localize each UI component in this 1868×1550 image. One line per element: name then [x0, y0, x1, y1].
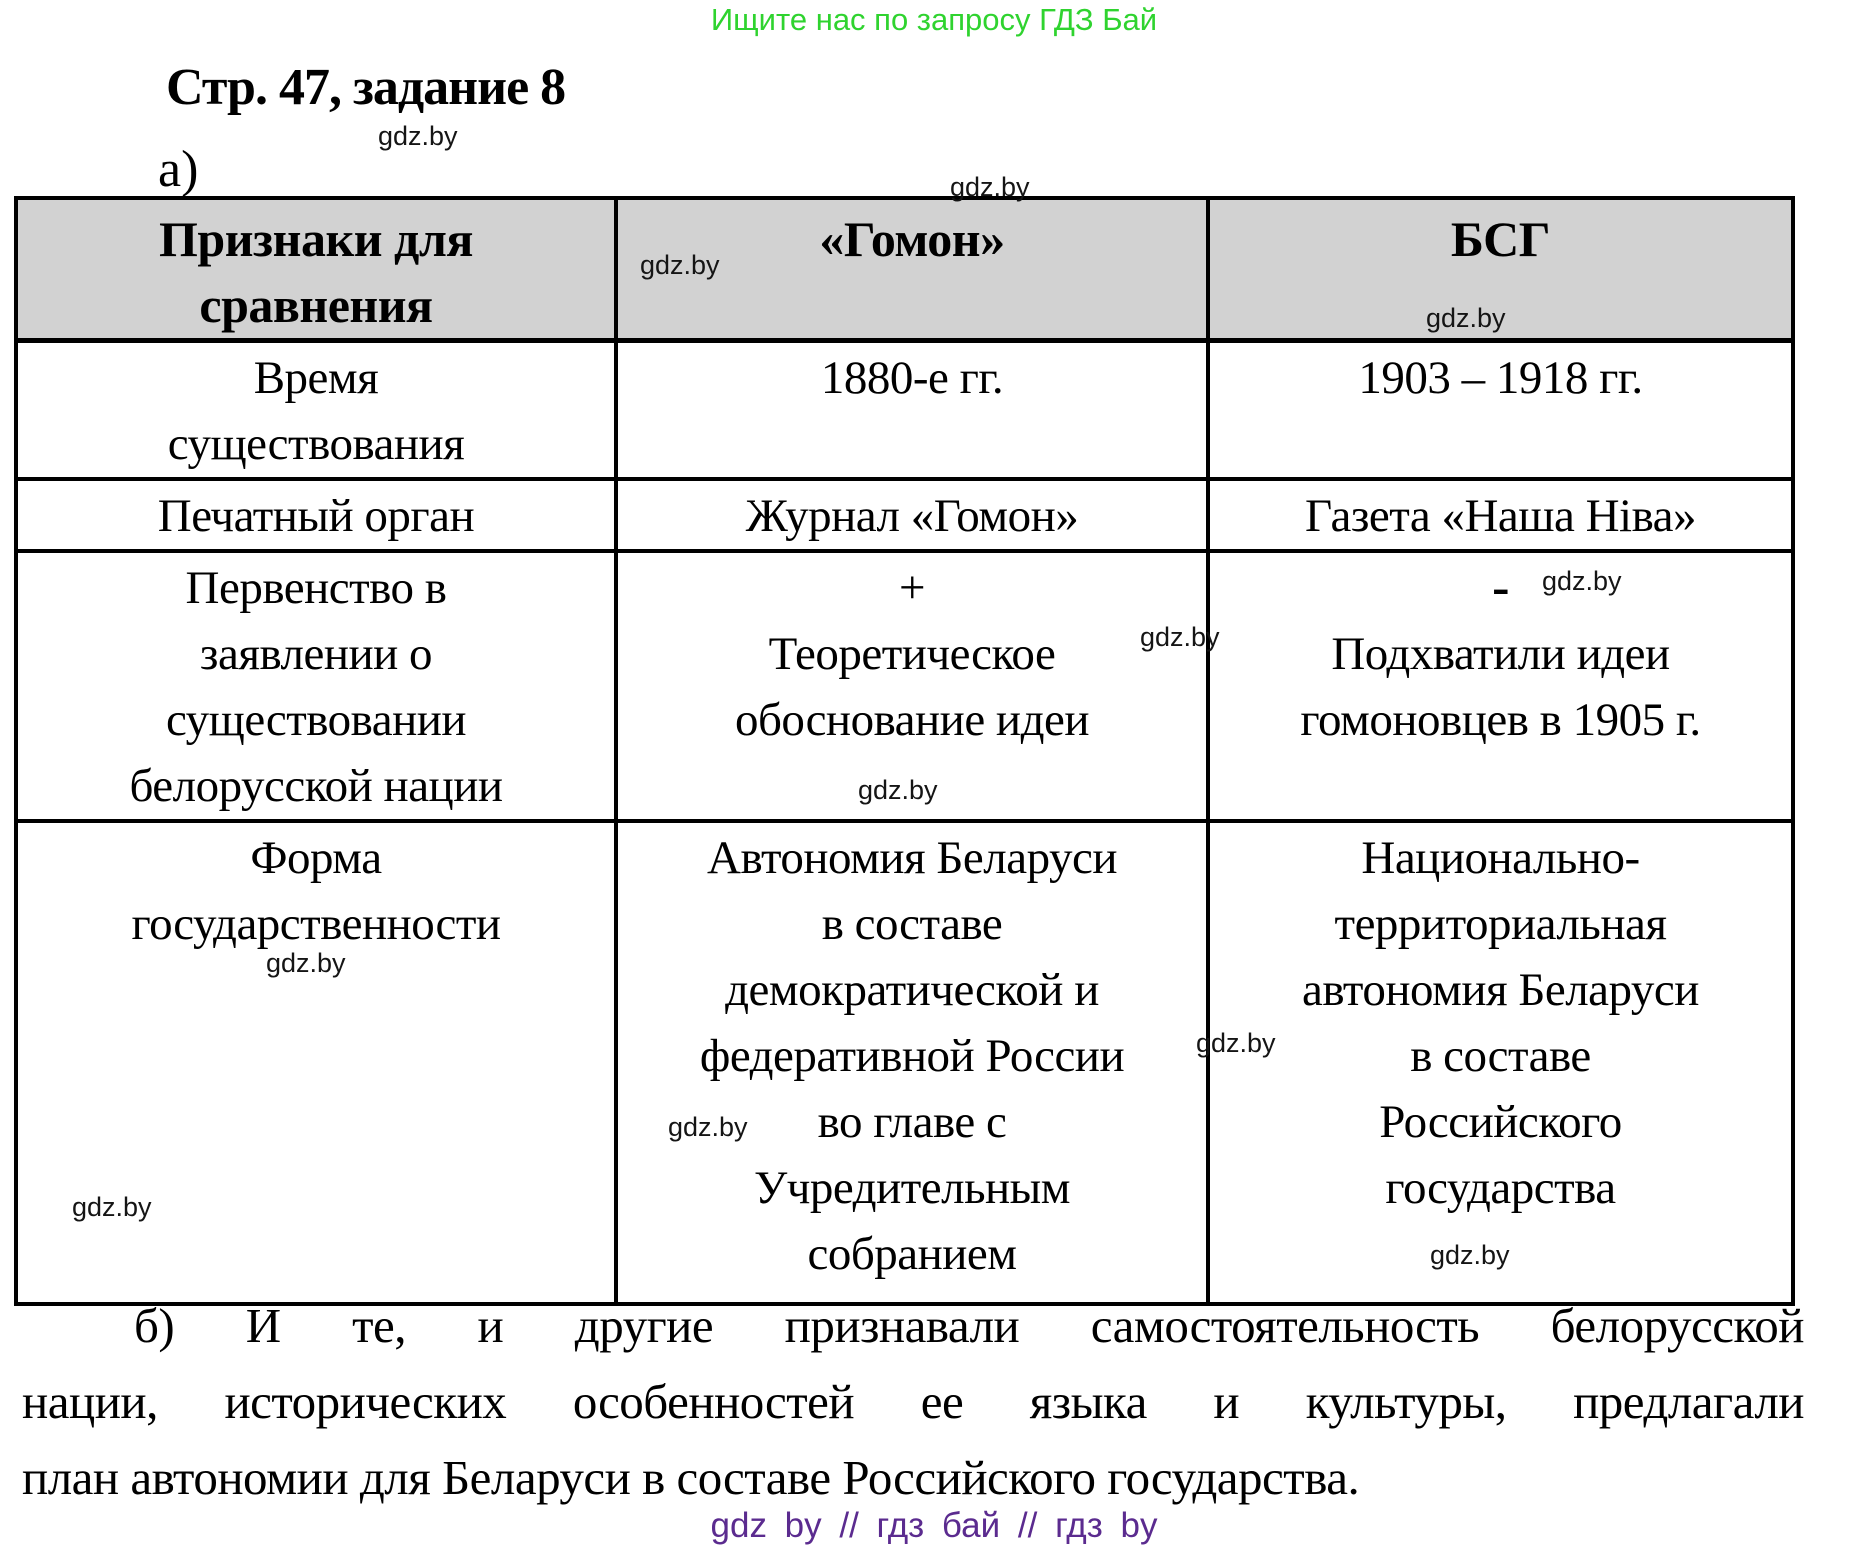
cell-line: федеративной России: [699, 1030, 1125, 1082]
cell-line: заявлении о: [199, 628, 433, 680]
cell-line: БСГ: [1450, 211, 1551, 267]
cell-line: Газета «Наша Ніва»: [1304, 490, 1697, 542]
gdz-watermark: gdz.by: [1430, 1240, 1510, 1270]
cell-feature-press: [16, 479, 616, 551]
gdz-watermark: gdz.by: [1196, 1028, 1276, 1058]
cell-line: Время: [253, 352, 379, 404]
cell-line: Печатный орган: [157, 490, 475, 542]
cell-line: демократической и: [725, 964, 1099, 1016]
cell-line: Журнал «Гомон»: [745, 490, 1079, 542]
answer-b-line: план автономии для Беларуси в составе Российского государства.: [22, 1450, 1360, 1505]
cell-line: 1880-е гг.: [820, 352, 1004, 404]
cell-line: Первенство в: [185, 562, 447, 614]
cell-bsg-press: [1208, 479, 1793, 551]
cell-line: Национально-: [1361, 832, 1640, 884]
table-row: [16, 821, 1793, 1304]
cell-line: Автономия Беларуси: [707, 832, 1117, 884]
cell-line: территориальная: [1334, 898, 1667, 950]
cell-line: 1903 – 1918 гг.: [1358, 352, 1643, 404]
gdz-watermark: gdz.by: [1426, 303, 1506, 333]
cell-line: Учредительным: [754, 1162, 1070, 1214]
minus-sign: -: [1492, 559, 1509, 616]
cell-line: Теоретическое: [768, 628, 1056, 680]
cell-line: белорусской нации: [129, 760, 503, 812]
cell-line: Подхватили идеи: [1331, 628, 1670, 680]
cell-line: государства: [1385, 1162, 1616, 1214]
table-row: [16, 341, 1793, 480]
cell-feature-time: [16, 341, 616, 480]
cell-line: «Гомон»: [819, 211, 1005, 267]
gdz-watermark: gdz.by: [266, 948, 346, 978]
answer-b-line: нации, исторических особенностей ее языка и культуры, предлагали: [22, 1374, 1804, 1429]
gdz-watermark: gdz.by: [1140, 622, 1220, 652]
gdz-watermark: gdz.by: [378, 121, 458, 151]
page-title: Стр. 47, задание 8: [166, 59, 566, 116]
gdz-watermark: gdz.by: [72, 1192, 152, 1222]
cell-line: в составе: [821, 898, 1003, 950]
cell-feature-primacy: [16, 551, 616, 821]
cell-line: государственности: [131, 898, 501, 950]
cell-line: сравнения: [199, 277, 433, 333]
promo-banner-text: Ищите нас по запросу ГДЗ Бай: [710, 2, 1158, 37]
plus-sign: +: [898, 562, 925, 614]
cell-line: гомоновцев в 1905 г.: [1300, 694, 1701, 746]
cell-feature-statehood: [16, 821, 616, 1304]
answer-b-line: б) И те, и другие признавали самостоятельность белорусской: [134, 1298, 1804, 1353]
cell-line: Форма: [250, 832, 382, 884]
cell-gomon-time: [616, 341, 1208, 480]
gdz-watermark: gdz.by: [640, 250, 720, 280]
cell-gomon-statehood: [616, 821, 1208, 1304]
cell-line: в составе: [1410, 1030, 1591, 1082]
cell-line: обоснование идеи: [734, 694, 1090, 746]
cell-line: существования: [167, 418, 465, 470]
cell-gomon-press: [616, 479, 1208, 551]
gdz-watermark: gdz.by: [950, 172, 1030, 202]
cell-line: собранием: [807, 1228, 1017, 1280]
answer-b-paragraph: [22, 1288, 1804, 1516]
cell-bsg-primacy: [1208, 551, 1793, 821]
cell-bsg-statehood: [1208, 821, 1793, 1304]
section-a-label: а): [158, 141, 199, 198]
cell-line: Российского: [1379, 1096, 1622, 1148]
gdz-watermark: gdz.by: [858, 775, 938, 805]
cell-line: во главе с: [817, 1096, 1007, 1148]
gdz-watermark: gdz.by: [668, 1112, 748, 1142]
comparison-table: [14, 196, 1795, 1306]
cell-line: автономия Беларуси: [1302, 964, 1699, 1016]
cell-line: существовании: [165, 694, 467, 746]
cell-bsg-time: [1208, 341, 1793, 480]
table-row: [16, 479, 1793, 551]
table-header-row: [16, 198, 1793, 341]
footer-site-links: gdz by // гдз бай // гдз by: [710, 1506, 1158, 1545]
cell-line: Признаки для: [159, 211, 473, 267]
gdz-watermark: gdz.by: [1542, 566, 1622, 596]
header-cell-features: [16, 198, 616, 341]
